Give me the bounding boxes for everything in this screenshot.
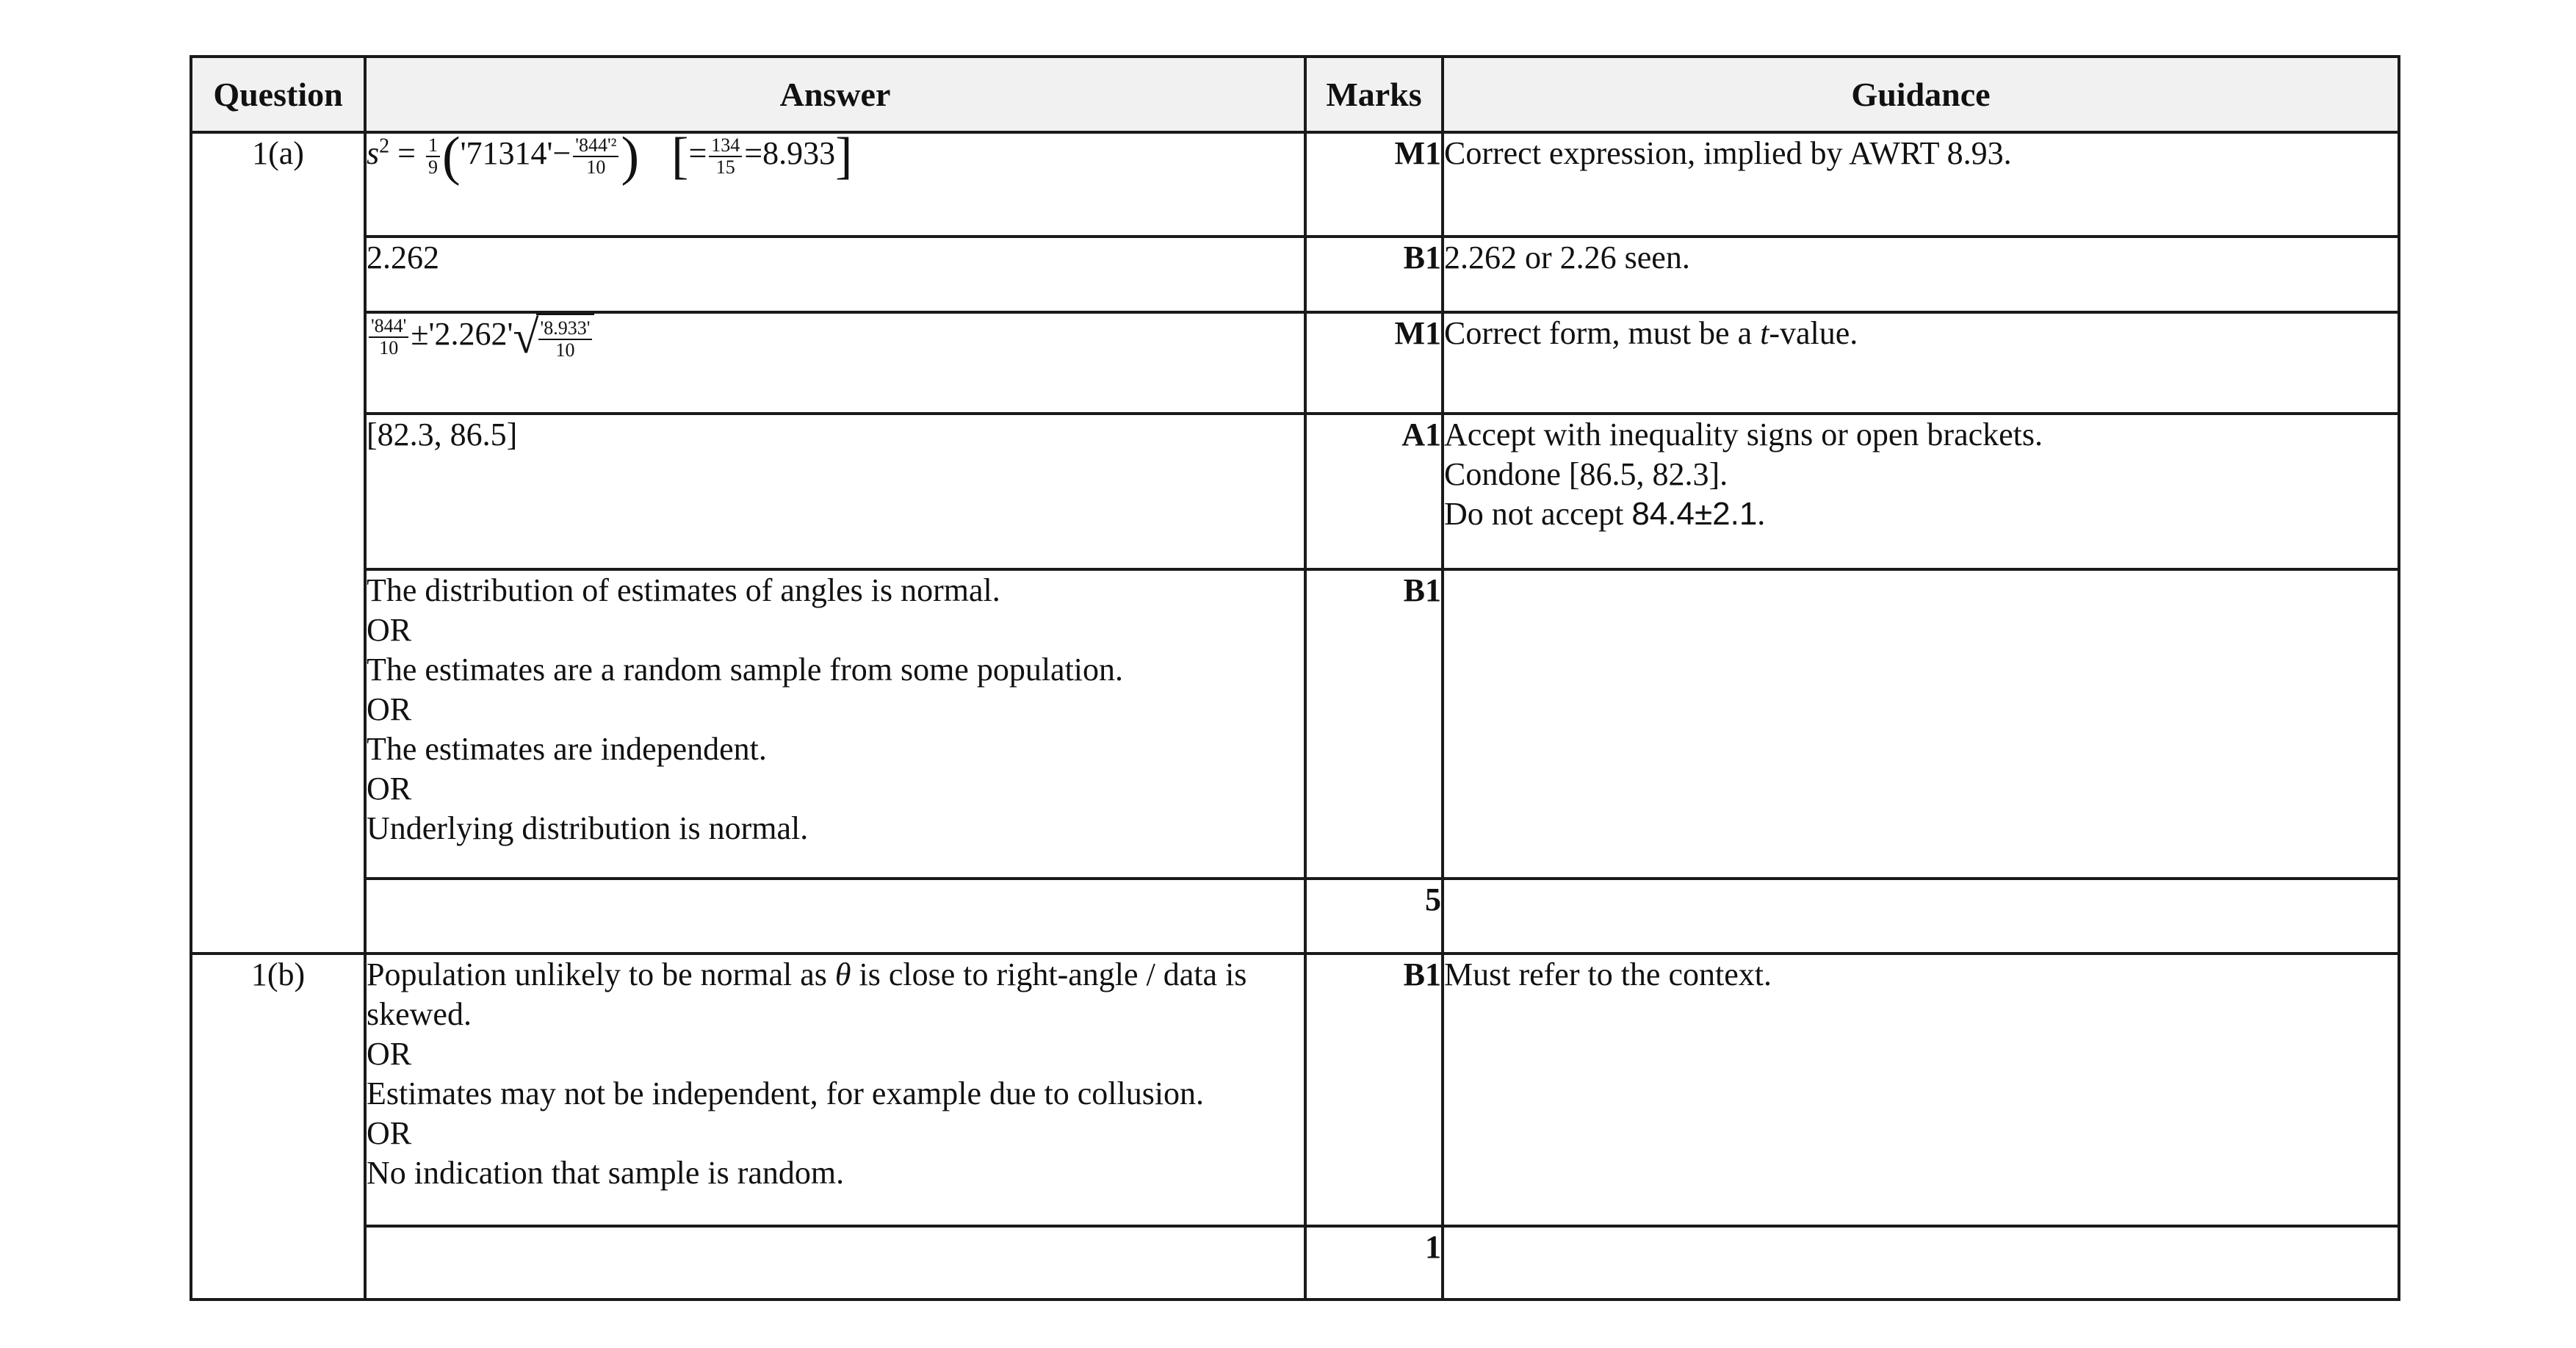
answer-cell — [365, 1226, 1305, 1300]
question-number: 1(a) — [191, 132, 365, 954]
mark-code: B1 — [1305, 237, 1443, 312]
total-marks: 5 — [1305, 879, 1443, 954]
mark-code: B1 — [1305, 954, 1443, 1226]
mark-scheme-table — [190, 55, 2400, 1301]
mark-scheme-sheet — [190, 55, 2398, 1301]
answer-cell: 2.262 — [365, 237, 1305, 312]
question-number: 1(b) — [191, 954, 365, 1300]
total-marks: 1 — [1305, 1226, 1443, 1300]
total-row — [191, 1226, 2399, 1300]
header-guidance: Guidance — [1443, 57, 2399, 132]
guidance-cell: Must refer to the context. — [1443, 954, 2399, 1226]
confidence-interval-expression: $\frac{'844'}{10}$ ±'2.262'√ $\frac{'8.933'}{10}$ — [367, 316, 594, 352]
answer-cell — [365, 879, 1305, 954]
guidance-cell: Correct expression, implied by AWRT 8.93. — [1443, 132, 2399, 237]
mark-code: A1 — [1305, 414, 1443, 569]
guidance-cell: Accept with inequality signs or open brackets. Condone [86.5, 82.3]. Do not accept 84.4±2.1. — [1443, 414, 2399, 569]
variance-expression: $s^2$ = $\frac{1}{9}$ ('71314'− $\frac{\text{'844'²}}{10}$ ) [= $\frac{134}{15}$ =8.933] — [367, 126, 853, 187]
fraction: $\frac{'844'}{10}$ — [369, 316, 408, 358]
guidance-cell: 2.262 or 2.26 seen. — [1443, 237, 2399, 312]
guidance-cell: Correct form, must be a t-value. — [1443, 312, 2399, 414]
guidance-cell — [1443, 569, 2399, 879]
answer-cell — [365, 312, 1305, 414]
header-row — [191, 57, 2399, 132]
guidance-cell — [1443, 1226, 2399, 1300]
square-root: √ $\frac{'8.933'}{10}$ — [513, 314, 594, 361]
table-row — [191, 954, 2399, 1226]
header-answer: Answer — [365, 57, 1305, 132]
table-row — [191, 132, 2399, 237]
mark-code: M1 — [1305, 312, 1443, 414]
fraction: $\frac{'8.933'}{10}$ — [538, 318, 593, 361]
answer-cell: The distribution of estimates of angles is normal. OR The estimates are a random sample from some population. OR The estimates are independent. OR Underlying distribution is normal. — [365, 569, 1305, 879]
table-row — [191, 237, 2399, 312]
header-question: Question — [191, 57, 365, 132]
answer-cell — [365, 126, 1305, 237]
header-marks: Marks — [1305, 57, 1443, 132]
mark-code: M1 — [1305, 132, 1443, 237]
answer-cell: [82.3, 86.5] — [365, 414, 1305, 569]
fraction: $\frac{\text{'844'²}}{10}$ — [573, 135, 618, 178]
guidance-cell — [1443, 879, 2399, 954]
table-row — [191, 569, 2399, 879]
table-row — [191, 414, 2399, 569]
table-row — [191, 312, 2399, 414]
answer-cell: Population unlikely to be normal as θ is close to right-angle / data is skewed. OR Estimates may not be independent, for example due to collusion. OR No indication that sample is random. — [365, 954, 1305, 1226]
fraction: $\frac{1}{9}$ — [426, 135, 440, 178]
mark-code: B1 — [1305, 569, 1443, 879]
total-row — [191, 879, 2399, 954]
fraction: $\frac{134}{15}$ — [709, 135, 742, 178]
